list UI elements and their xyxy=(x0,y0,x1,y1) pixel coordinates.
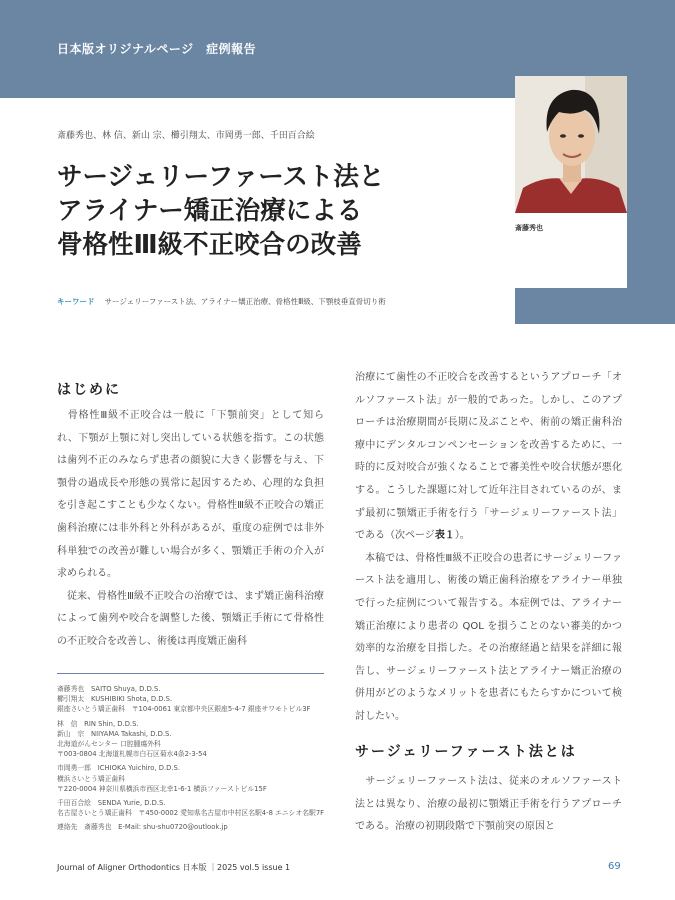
affiliation-line: 北海道がんセンター 口腔腫瘍外科 xyxy=(57,740,161,749)
table-reference[interactable]: 表１ xyxy=(434,530,455,542)
intro-paragraph-3 xyxy=(355,367,622,548)
section2-heading: サージェリーファースト法とは xyxy=(355,744,577,760)
affiliation-line: 林 信 RIN Shin, D.D.S. xyxy=(57,719,139,728)
intro-paragraph-2: 従来、骨格性Ⅲ級不正咬合の治療では、まず矯正歯科治療によって歯列や咬合を調整した後、顎矯正手術にて骨格性の不正咬合を改善し、術後は再度矯正歯科 xyxy=(57,590,324,647)
affiliation-divider xyxy=(57,673,324,674)
title-line-1: サージェリーファースト法と xyxy=(57,162,385,192)
title-line-2: アライナー矯正治療による xyxy=(57,196,363,226)
paragraph-3-text: 治療にて歯性の不正咬合を改善するというアプローチ「オルソファースト法」が一般的であった。しかし、このアプローチは治療期間が長期に及ぶことや、術前の矯正歯科治療中にデンタルコンペンセーションを改善するために、一時的に反対咬合が強くなることで審美性や咬合状態が悪化する。こうした課題に対して近年注目されているのが、まず最初に顎矯正手術を行う「サージェリーファースト法」である（次ページ xyxy=(355,372,622,542)
section-label: 日本版オリジナルページ 症例報告 xyxy=(57,42,257,56)
affiliation-line: 市岡勇一郎 ICHIOKA Yuichiro, D.D.S. xyxy=(57,764,181,773)
author-photo xyxy=(515,76,627,213)
affiliation-line: 名古屋さいとう矯正歯科 〒450-0002 愛知県名古屋市中村区名駅4-8 エニシオ名駅7F xyxy=(57,809,325,818)
intro-paragraph-4: 本稿では、骨格性Ⅲ級不正咬合の患者にサージェリーファースト法を適用し、術後の矯正歯科治療をアライナー単独で行った症例について報告する。本症例では、アライナー矯正治療により患者の QOL を損うことのない審美的かつ効率的な治療を目指した。その治療経過と結果を詳細に報告し、サージェリーファースト法とアライナー矯正治療の併用がどのようなメリットを患者にもたらすかについて検討したい。 xyxy=(355,552,622,722)
affiliation-line: 横浜さいとう矯正歯科 xyxy=(57,774,125,783)
intro-column-right xyxy=(355,367,622,722)
intro-heading: はじめに xyxy=(57,382,121,398)
paragraph-3-end: ）。 xyxy=(454,530,470,542)
affiliation-line: 銀座さいとう矯正歯科 〒104-0061 東京都中央区銀座5-4-7 銀座サワモトビル3F xyxy=(57,705,311,714)
intro-column-left xyxy=(57,405,324,653)
affiliation-line: 千田百合絵 SENDA Yurie, D.D.S. xyxy=(57,799,166,808)
affiliation-line: 〒220-0004 神奈川県横浜市西区北幸1-6-1 横浜ファーストビル15F xyxy=(57,784,267,793)
author-photo-card xyxy=(515,76,627,288)
keywords-text: サージェリーファースト法、アライナー矯正治療、骨格性Ⅲ級、下顎枝垂直骨切り術 xyxy=(104,297,386,306)
photo-caption: 斎藤秀也 xyxy=(515,224,543,232)
author-affiliations xyxy=(57,684,337,833)
affiliation-line: 斎藤秀也 SAITO Shuya, D.D.S. xyxy=(57,685,161,693)
affiliation-line: 櫛引翔太 KUSHIBIKI Shota, D.D.S. xyxy=(57,695,173,704)
keywords-row xyxy=(57,296,386,307)
section2-paragraph-1: サージェリーファースト法は、従来のオルソファースト法とは異なり、治療の最初に顎矯正手術を行うアプローチである。治療の初期段階で下顎前突の原因と xyxy=(355,776,622,833)
author-list: 斎藤秀也、林 信、新山 宗、櫛引翔太、市岡勇一郎、千田百合絵 xyxy=(57,131,315,141)
affiliation-line: 〒003-0804 北海道札幌市白石区菊水4条2-3-54 xyxy=(57,750,207,759)
article-title xyxy=(57,160,384,262)
title-line-3: 骨格性Ⅲ級不正咬合の改善 xyxy=(57,230,362,260)
intro-paragraph-1: 骨格性Ⅲ級不正咬合は一般に「下顎前突」として知られ、下顎が上顎に対し突出している状態を指す。この状態は歯列不正のみならず患者の顔貌に大きく影響を与え、下顎骨の過成長や形態の異常に起因するため、心理的な負担を引き起こすことも少なくない。骨格性Ⅲ級不正咬合の矯正歯科治療には非外科と外科があるが、重度の症例では非外科単独での改善が難しい場合が多く、顎矯正手術の介入が求められる。 xyxy=(57,410,324,580)
contact-line: 連絡先 斎藤秀也 E-Mail: shu-shu0720@outlook.jp xyxy=(57,823,228,832)
page-number: 69 xyxy=(608,861,621,872)
section2-column xyxy=(355,771,622,841)
journal-footer: Journal of Aligner Orthodontics 日本版 ｜2025 vol.5 issue 1 xyxy=(57,863,291,872)
affiliation-line: 新山 宗 NIIYAMA Takashi, D.D.S. xyxy=(57,729,172,738)
keywords-label: キーワード xyxy=(57,297,95,306)
